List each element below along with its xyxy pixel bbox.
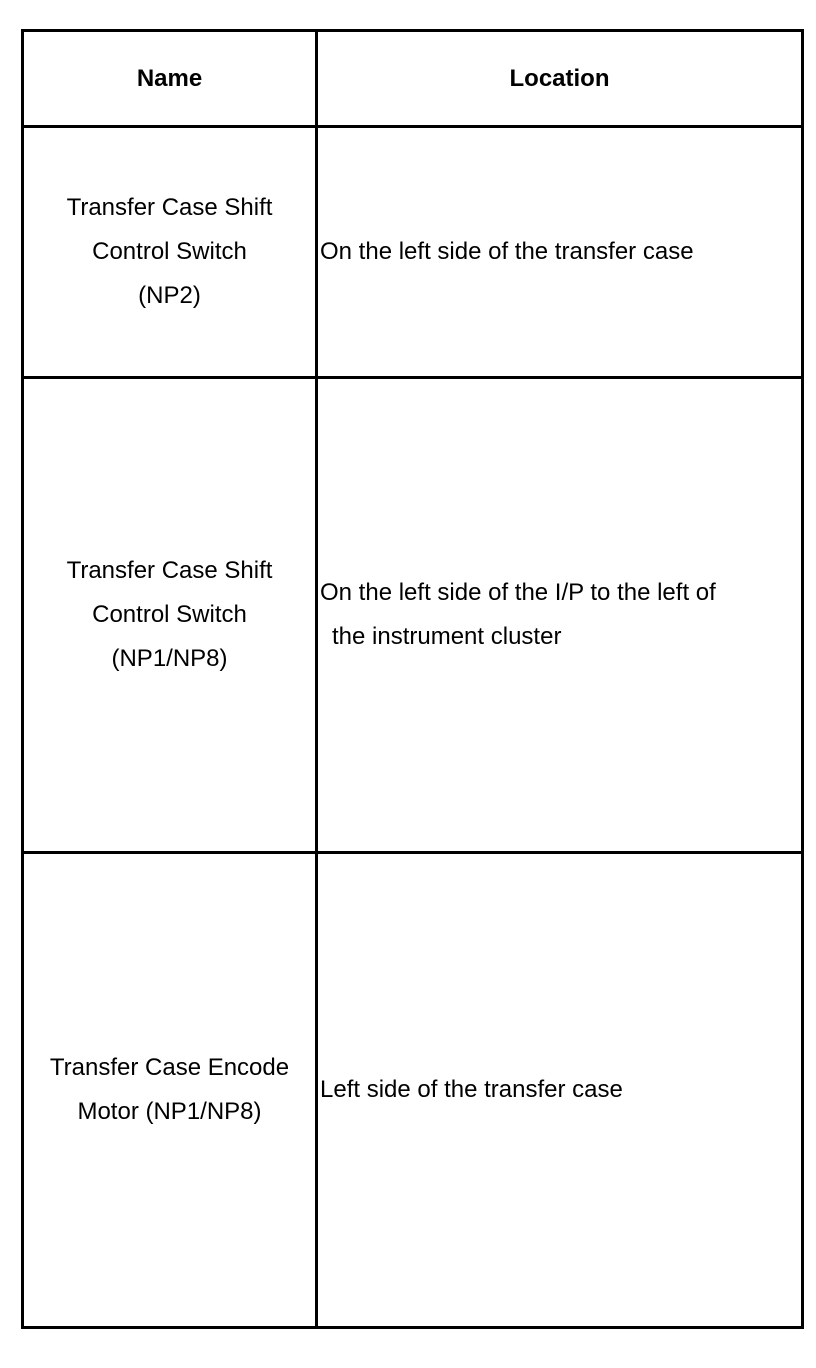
name-cell xyxy=(23,378,317,853)
location-line: On the left side of the transfer case xyxy=(320,238,694,265)
location-line: the instrument cluster xyxy=(332,623,562,650)
name-line: Transfer Case Encode xyxy=(49,1054,290,1081)
name-line: Motor (NP1/NP8) xyxy=(77,1098,262,1125)
location-cell xyxy=(317,378,803,853)
name-cell xyxy=(23,853,317,1328)
name-line: (NP2) xyxy=(138,282,201,309)
name-line: Control Switch xyxy=(92,601,247,628)
name-line: Transfer Case Shift xyxy=(66,557,273,584)
component-location-table xyxy=(21,29,804,1329)
header-name: Name xyxy=(23,31,317,127)
location-line: On the left side of the I/P to the left of xyxy=(320,579,716,606)
location-line: Left side of the transfer case xyxy=(320,1076,623,1103)
table-row xyxy=(23,378,803,853)
table-header-row xyxy=(23,31,803,127)
name-line: Transfer Case Shift xyxy=(66,194,273,221)
location-cell xyxy=(317,127,803,378)
header-location: Location xyxy=(317,31,803,127)
table-row xyxy=(23,127,803,378)
table-row xyxy=(23,853,803,1328)
name-cell xyxy=(23,127,317,378)
location-cell xyxy=(317,853,803,1328)
name-line: Control Switch xyxy=(92,238,247,265)
name-line: (NP1/NP8) xyxy=(111,645,228,672)
